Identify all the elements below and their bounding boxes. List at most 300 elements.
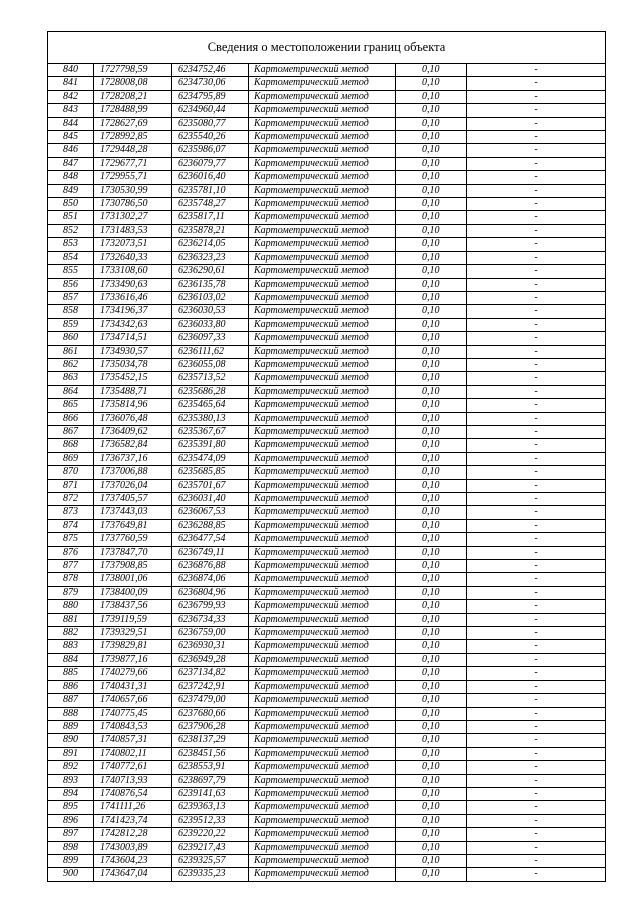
point-number-cell: 885 (48, 667, 94, 680)
y-coordinate-cell: 6236804,96 (172, 586, 249, 599)
table-row (48, 493, 606, 506)
x-coordinate-cell: 1740713,93 (94, 774, 172, 787)
point-number-cell: 854 (48, 251, 94, 264)
method-cell: Картометрический метод (249, 131, 396, 144)
point-number-cell: 898 (48, 841, 94, 854)
y-coordinate-cell: 6235713,52 (172, 372, 249, 385)
method-cell: Картометрический метод (249, 104, 396, 117)
x-coordinate-cell: 1740802,11 (94, 747, 172, 760)
point-number-cell: 871 (48, 479, 94, 492)
precision-cell: 0,10 (396, 278, 467, 291)
y-coordinate-cell: 6234752,46 (172, 64, 249, 77)
precision-cell: 0,10 (396, 828, 467, 841)
x-coordinate-cell: 1740431,31 (94, 680, 172, 693)
description-cell: - (467, 854, 606, 867)
description-cell: - (467, 425, 606, 438)
y-coordinate-cell: 6236799,93 (172, 600, 249, 613)
x-coordinate-cell: 1731483,53 (94, 224, 172, 237)
y-coordinate-cell: 6236031,40 (172, 493, 249, 506)
x-coordinate-cell: 1734930,57 (94, 345, 172, 358)
table-row (48, 667, 606, 680)
description-cell: - (467, 358, 606, 371)
precision-cell: 0,10 (396, 640, 467, 653)
precision-cell: 0,10 (396, 600, 467, 613)
description-cell: - (467, 734, 606, 747)
table-row (48, 198, 606, 211)
y-coordinate-cell: 6235391,80 (172, 439, 249, 452)
x-coordinate-cell: 1737443,03 (94, 506, 172, 519)
description-cell: - (467, 251, 606, 264)
precision-cell: 0,10 (396, 399, 467, 412)
point-number-cell: 842 (48, 90, 94, 103)
description-cell: - (467, 560, 606, 573)
y-coordinate-cell: 6235080,77 (172, 117, 249, 130)
x-coordinate-cell: 1735034,78 (94, 358, 172, 371)
method-cell: Картометрический метод (249, 694, 396, 707)
method-cell: Картометрический метод (249, 707, 396, 720)
description-cell: - (467, 720, 606, 733)
precision-cell: 0,10 (396, 64, 467, 77)
precision-cell: 0,10 (396, 412, 467, 425)
y-coordinate-cell: 6236067,53 (172, 506, 249, 519)
x-coordinate-cell: 1737908,85 (94, 560, 172, 573)
table-row (48, 238, 606, 251)
precision-cell: 0,10 (396, 573, 467, 586)
y-coordinate-cell: 6236876,88 (172, 560, 249, 573)
table-row (48, 479, 606, 492)
x-coordinate-cell: 1736076,48 (94, 412, 172, 425)
point-number-cell: 848 (48, 171, 94, 184)
table-row (48, 439, 606, 452)
table-row (48, 144, 606, 157)
method-cell: Картометрический метод (249, 761, 396, 774)
description-cell: - (467, 90, 606, 103)
y-coordinate-cell: 6236949,28 (172, 653, 249, 666)
description-cell: - (467, 828, 606, 841)
y-coordinate-cell: 6234960,44 (172, 104, 249, 117)
precision-cell: 0,10 (396, 318, 467, 331)
y-coordinate-cell: 6239141,63 (172, 787, 249, 800)
x-coordinate-cell: 1740279,66 (94, 667, 172, 680)
precision-cell: 0,10 (396, 425, 467, 438)
x-coordinate-cell: 1735488,71 (94, 385, 172, 398)
precision-cell: 0,10 (396, 358, 467, 371)
precision-cell: 0,10 (396, 787, 467, 800)
table-row (48, 734, 606, 747)
precision-cell: 0,10 (396, 841, 467, 854)
method-cell: Картометрический метод (249, 332, 396, 345)
y-coordinate-cell: 6235701,67 (172, 479, 249, 492)
point-number-cell: 845 (48, 131, 94, 144)
x-coordinate-cell: 1739829,81 (94, 640, 172, 653)
description-cell: - (467, 144, 606, 157)
table-row (48, 533, 606, 546)
x-coordinate-cell: 1743003,89 (94, 841, 172, 854)
table-row (48, 117, 606, 130)
point-number-cell: 876 (48, 546, 94, 559)
precision-cell: 0,10 (396, 238, 467, 251)
x-coordinate-cell: 1742812,28 (94, 828, 172, 841)
point-number-cell: 860 (48, 332, 94, 345)
precision-cell: 0,10 (396, 251, 467, 264)
table-row (48, 291, 606, 304)
precision-cell: 0,10 (396, 198, 467, 211)
x-coordinate-cell: 1735452,15 (94, 372, 172, 385)
method-cell: Картометрический метод (249, 680, 396, 693)
table-row (48, 720, 606, 733)
description-cell: - (467, 211, 606, 224)
x-coordinate-cell: 1728488,99 (94, 104, 172, 117)
precision-cell: 0,10 (396, 774, 467, 787)
method-cell: Картометрический метод (249, 627, 396, 640)
table-row (48, 372, 606, 385)
method-cell: Картометрический метод (249, 734, 396, 747)
description-cell: - (467, 801, 606, 814)
table-row (48, 560, 606, 573)
method-cell: Картометрический метод (249, 184, 396, 197)
description-cell: - (467, 814, 606, 827)
x-coordinate-cell: 1727798,59 (94, 64, 172, 77)
precision-cell: 0,10 (396, 868, 467, 881)
x-coordinate-cell: 1732073,51 (94, 238, 172, 251)
coordinates-table (47, 31, 606, 882)
point-number-cell: 877 (48, 560, 94, 573)
y-coordinate-cell: 6236734,33 (172, 613, 249, 626)
point-number-cell: 869 (48, 452, 94, 465)
method-cell: Картометрический метод (249, 479, 396, 492)
description-cell: - (467, 506, 606, 519)
precision-cell: 0,10 (396, 452, 467, 465)
x-coordinate-cell: 1738437,56 (94, 600, 172, 613)
y-coordinate-cell: 6236930,31 (172, 640, 249, 653)
description-cell: - (467, 385, 606, 398)
y-coordinate-cell: 6235986,07 (172, 144, 249, 157)
x-coordinate-cell: 1733108,60 (94, 265, 172, 278)
table-row (48, 506, 606, 519)
method-cell: Картометрический метод (249, 546, 396, 559)
description-cell: - (467, 184, 606, 197)
x-coordinate-cell: 1743604,23 (94, 854, 172, 867)
precision-cell: 0,10 (396, 613, 467, 626)
description-cell: - (467, 667, 606, 680)
y-coordinate-cell: 6236477,54 (172, 533, 249, 546)
table-row (48, 399, 606, 412)
table-row (48, 841, 606, 854)
precision-cell: 0,10 (396, 117, 467, 130)
table-row (48, 640, 606, 653)
method-cell: Картометрический метод (249, 251, 396, 264)
table-row (48, 653, 606, 666)
description-cell: - (467, 546, 606, 559)
y-coordinate-cell: 6239325,57 (172, 854, 249, 867)
x-coordinate-cell: 1736737,16 (94, 452, 172, 465)
y-coordinate-cell: 6236030,53 (172, 305, 249, 318)
precision-cell: 0,10 (396, 104, 467, 117)
y-coordinate-cell: 6236214,05 (172, 238, 249, 251)
point-number-cell: 868 (48, 439, 94, 452)
precision-cell: 0,10 (396, 586, 467, 599)
table-row (48, 680, 606, 693)
point-number-cell: 895 (48, 801, 94, 814)
table-row (48, 77, 606, 90)
method-cell: Картометрический метод (249, 573, 396, 586)
point-number-cell: 870 (48, 466, 94, 479)
x-coordinate-cell: 1736582,84 (94, 439, 172, 452)
y-coordinate-cell: 6235380,13 (172, 412, 249, 425)
point-number-cell: 880 (48, 600, 94, 613)
table-row (48, 412, 606, 425)
description-cell: - (467, 238, 606, 251)
description-cell: - (467, 479, 606, 492)
y-coordinate-cell: 6239220,22 (172, 828, 249, 841)
method-cell: Картометрический метод (249, 533, 396, 546)
precision-cell: 0,10 (396, 707, 467, 720)
description-cell: - (467, 224, 606, 237)
x-coordinate-cell: 1737649,81 (94, 519, 172, 532)
x-coordinate-cell: 1728208,21 (94, 90, 172, 103)
method-cell: Картометрический метод (249, 211, 396, 224)
y-coordinate-cell: 6236111,62 (172, 345, 249, 358)
table-row (48, 519, 606, 532)
y-coordinate-cell: 6235474,09 (172, 452, 249, 465)
description-cell: - (467, 600, 606, 613)
y-coordinate-cell: 6239217,43 (172, 841, 249, 854)
y-coordinate-cell: 6237479,00 (172, 694, 249, 707)
point-number-cell: 850 (48, 198, 94, 211)
method-cell: Картометрический метод (249, 720, 396, 733)
precision-cell: 0,10 (396, 747, 467, 760)
description-cell: - (467, 291, 606, 304)
point-number-cell: 859 (48, 318, 94, 331)
x-coordinate-cell: 1729677,71 (94, 157, 172, 170)
y-coordinate-cell: 6235465,64 (172, 399, 249, 412)
table-row (48, 184, 606, 197)
description-cell: - (467, 345, 606, 358)
x-coordinate-cell: 1732640,33 (94, 251, 172, 264)
table-row (48, 251, 606, 264)
method-cell: Картометрический метод (249, 493, 396, 506)
point-number-cell: 892 (48, 761, 94, 774)
y-coordinate-cell: 6236759,00 (172, 627, 249, 640)
precision-cell: 0,10 (396, 345, 467, 358)
x-coordinate-cell: 1728627,69 (94, 117, 172, 130)
x-coordinate-cell: 1735814,96 (94, 399, 172, 412)
method-cell: Картометрический метод (249, 238, 396, 251)
method-cell: Картометрический метод (249, 278, 396, 291)
x-coordinate-cell: 1740657,66 (94, 694, 172, 707)
precision-cell: 0,10 (396, 332, 467, 345)
point-number-cell: 896 (48, 814, 94, 827)
precision-cell: 0,10 (396, 560, 467, 573)
table-row (48, 613, 606, 626)
x-coordinate-cell: 1739877,16 (94, 653, 172, 666)
method-cell: Картометрический метод (249, 425, 396, 438)
y-coordinate-cell: 6235878,21 (172, 224, 249, 237)
method-cell: Картометрический метод (249, 868, 396, 881)
precision-cell: 0,10 (396, 224, 467, 237)
y-coordinate-cell: 6238451,56 (172, 747, 249, 760)
y-coordinate-cell: 6236016,40 (172, 171, 249, 184)
table-row (48, 358, 606, 371)
x-coordinate-cell: 1737006,88 (94, 466, 172, 479)
method-cell: Картометрический метод (249, 265, 396, 278)
point-number-cell: 862 (48, 358, 94, 371)
method-cell: Картометрический метод (249, 412, 396, 425)
description-cell: - (467, 64, 606, 77)
x-coordinate-cell: 1728992,85 (94, 131, 172, 144)
y-coordinate-cell: 6235685,85 (172, 466, 249, 479)
y-coordinate-cell: 6237242,91 (172, 680, 249, 693)
table-row (48, 157, 606, 170)
y-coordinate-cell: 6235817,11 (172, 211, 249, 224)
point-number-cell: 900 (48, 868, 94, 881)
y-coordinate-cell: 6236079,77 (172, 157, 249, 170)
method-cell: Картометрический метод (249, 667, 396, 680)
description-cell: - (467, 774, 606, 787)
x-coordinate-cell: 1739119,59 (94, 613, 172, 626)
y-coordinate-cell: 6236135,78 (172, 278, 249, 291)
y-coordinate-cell: 6236290,61 (172, 265, 249, 278)
description-cell: - (467, 439, 606, 452)
method-cell: Картометрический метод (249, 613, 396, 626)
description-cell: - (467, 533, 606, 546)
precision-cell: 0,10 (396, 90, 467, 103)
table-row (48, 546, 606, 559)
method-cell: Картометрический метод (249, 345, 396, 358)
method-cell: Картометрический метод (249, 291, 396, 304)
point-number-cell: 864 (48, 385, 94, 398)
method-cell: Картометрический метод (249, 506, 396, 519)
x-coordinate-cell: 1740857,31 (94, 734, 172, 747)
x-coordinate-cell: 1734342,63 (94, 318, 172, 331)
x-coordinate-cell: 1741111,26 (94, 801, 172, 814)
y-coordinate-cell: 6236097,33 (172, 332, 249, 345)
table-row (48, 452, 606, 465)
table-row (48, 211, 606, 224)
table-row (48, 305, 606, 318)
y-coordinate-cell: 6238697,79 (172, 774, 249, 787)
point-number-cell: 884 (48, 653, 94, 666)
method-cell: Картометрический метод (249, 841, 396, 854)
precision-cell: 0,10 (396, 734, 467, 747)
point-number-cell: 878 (48, 573, 94, 586)
description-cell: - (467, 372, 606, 385)
point-number-cell: 873 (48, 506, 94, 519)
x-coordinate-cell: 1737026,04 (94, 479, 172, 492)
method-cell: Картометрический метод (249, 586, 396, 599)
method-cell: Картометрический метод (249, 305, 396, 318)
precision-cell: 0,10 (396, 694, 467, 707)
x-coordinate-cell: 1733490,63 (94, 278, 172, 291)
table-row (48, 385, 606, 398)
table-row (48, 774, 606, 787)
method-cell: Картометрический метод (249, 653, 396, 666)
x-coordinate-cell: 1740775,45 (94, 707, 172, 720)
method-cell: Картометрический метод (249, 801, 396, 814)
method-cell: Картометрический метод (249, 439, 396, 452)
y-coordinate-cell: 6237134,82 (172, 667, 249, 680)
description-cell: - (467, 761, 606, 774)
x-coordinate-cell: 1733616,46 (94, 291, 172, 304)
method-cell: Картометрический метод (249, 77, 396, 90)
table-row (48, 600, 606, 613)
method-cell: Картометрический метод (249, 90, 396, 103)
point-number-cell: 875 (48, 533, 94, 546)
point-number-cell: 867 (48, 425, 94, 438)
precision-cell: 0,10 (396, 519, 467, 532)
table-row (48, 345, 606, 358)
point-number-cell: 894 (48, 787, 94, 800)
y-coordinate-cell: 6239512,33 (172, 814, 249, 827)
precision-cell: 0,10 (396, 439, 467, 452)
description-cell: - (467, 519, 606, 532)
precision-cell: 0,10 (396, 854, 467, 867)
table-row (48, 627, 606, 640)
description-cell: - (467, 278, 606, 291)
precision-cell: 0,10 (396, 667, 467, 680)
point-number-cell: 846 (48, 144, 94, 157)
x-coordinate-cell: 1740843,53 (94, 720, 172, 733)
point-number-cell: 874 (48, 519, 94, 532)
point-number-cell: 841 (48, 77, 94, 90)
point-number-cell: 844 (48, 117, 94, 130)
table-row (48, 707, 606, 720)
method-cell: Картометрический метод (249, 519, 396, 532)
y-coordinate-cell: 6235686,28 (172, 385, 249, 398)
method-cell: Картометрический метод (249, 358, 396, 371)
point-number-cell: 899 (48, 854, 94, 867)
description-cell: - (467, 707, 606, 720)
y-coordinate-cell: 6235748,27 (172, 198, 249, 211)
table-body (48, 64, 606, 882)
precision-cell: 0,10 (396, 265, 467, 278)
table-row (48, 265, 606, 278)
point-number-cell: 840 (48, 64, 94, 77)
point-number-cell: 897 (48, 828, 94, 841)
table-row (48, 828, 606, 841)
description-cell: - (467, 399, 606, 412)
table-row (48, 90, 606, 103)
description-cell: - (467, 640, 606, 653)
precision-cell: 0,10 (396, 533, 467, 546)
method-cell: Картометрический метод (249, 452, 396, 465)
precision-cell: 0,10 (396, 546, 467, 559)
description-cell: - (467, 586, 606, 599)
point-number-cell: 855 (48, 265, 94, 278)
table-row (48, 573, 606, 586)
x-coordinate-cell: 1739329,51 (94, 627, 172, 640)
description-cell: - (467, 868, 606, 881)
point-number-cell: 890 (48, 734, 94, 747)
table-title: Сведения о местоположении границ объекта (48, 32, 606, 64)
description-cell: - (467, 265, 606, 278)
point-number-cell: 891 (48, 747, 94, 760)
y-coordinate-cell: 6238553,91 (172, 761, 249, 774)
precision-cell: 0,10 (396, 506, 467, 519)
description-cell: - (467, 841, 606, 854)
precision-cell: 0,10 (396, 801, 467, 814)
point-number-cell: 886 (48, 680, 94, 693)
precision-cell: 0,10 (396, 291, 467, 304)
table-row (48, 104, 606, 117)
y-coordinate-cell: 6239363,13 (172, 801, 249, 814)
precision-cell: 0,10 (396, 627, 467, 640)
precision-cell: 0,10 (396, 466, 467, 479)
point-number-cell: 872 (48, 493, 94, 506)
y-coordinate-cell: 6236103,02 (172, 291, 249, 304)
method-cell: Картометрический метод (249, 854, 396, 867)
x-coordinate-cell: 1729955,71 (94, 171, 172, 184)
